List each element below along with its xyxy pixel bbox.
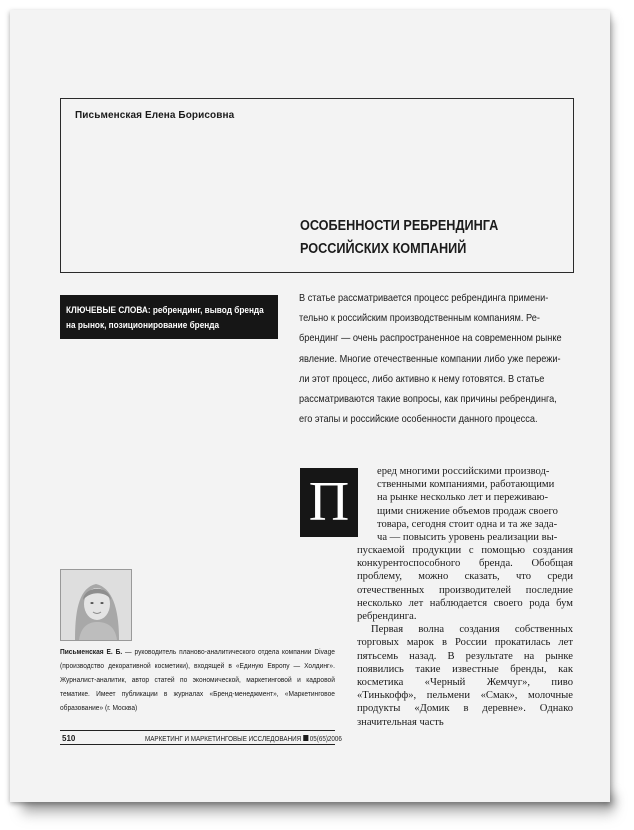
body-line: еред многими российскими производ- (377, 466, 550, 477)
abstract-line: ли этот процесс, либо активно к нему готовятся. В статье (299, 373, 545, 385)
article-title-line-2: РОССИЙСКИХ КОМПАНИЙ (300, 241, 467, 257)
drop-cap-letter: П (308, 471, 350, 533)
author-bio (60, 645, 335, 715)
document-page (10, 10, 610, 802)
journal-name: МАРКЕТИНГ И МАРКЕТИНГОВЫЕ ИССЛЕДОВАНИЯ (145, 734, 302, 743)
body-line: щими снижение объемов продаж своего (377, 505, 558, 517)
author-portrait-image (61, 570, 131, 640)
footer-rule-bottom (60, 744, 335, 745)
body-line: ственными компаниями, работающими (377, 479, 555, 491)
author-bio-text: — руководитель планово-аналитического отдела компании Divage (производство декоративной косметики), входящей в «Единую Европу — Холдинг». Журналист-аналитик, автор статей по экономической, маркетинговой и кадровой тематике. Имеет публикации в журналах «Бренд-менеджмент», «Маркетинговое образование» (г. Москва) (60, 647, 335, 712)
body-line: на рынке несколько лет и переживаю- (377, 492, 549, 504)
keywords-line-1: КЛЮЧЕВЫЕ СЛОВА: ребрендинг, вывод бренда (66, 305, 264, 316)
abstract-line: рассматриваются такие вопросы, как причины ребрендинга, (299, 394, 557, 406)
abstract-line: его этапы и российские особенности данного процесса. (299, 414, 538, 426)
journal-footer (145, 734, 342, 743)
body-line: товара, сегодня стоит одна и та же зада- (377, 518, 558, 530)
article-title (300, 215, 529, 261)
body-paragraph-2: Первая волна создания собственных торговых марок в России прокатилась лет пятьсемь назад. В результате на рынке появились такие известные бренды, как косметика «Черный Жемчуг», пиво «Тинькофф», пельмени «Смак», молочные продукты «Домик в деревне». Однако значительная часть (357, 624, 573, 728)
body-paragraph-1: пускаемой продукции с помощью создания конкурентоспособного бренда. Обобщая проблему, можно сказать, что среди отечественных производителей последние несколько лет наблюдается своего рода бум ребрендинга. (357, 545, 573, 623)
abstract (299, 289, 600, 430)
article-header-box (60, 98, 574, 273)
author-name: Письменская Елена Борисовна (75, 110, 235, 121)
square-bullet-icon (303, 735, 308, 741)
journal-issue: 05(65)2006 (309, 734, 342, 743)
abstract-line: В статье рассматривается процесс ребрендинга примени- (299, 293, 549, 304)
abstract-line: явление. Многие отечественные компании либо уже пережи- (299, 353, 561, 365)
article-title-line-1: ОСОБЕННОСТИ РЕБРЕНДИНГА (300, 218, 499, 234)
keywords-line-2: на рынок, позиционирование бренда (66, 320, 220, 331)
keywords-box (60, 295, 278, 339)
drop-cap-box (300, 468, 358, 537)
abstract-line: брендинг — очень распространенное на современном рынке (299, 333, 562, 345)
abstract-line: тельно к российским производственным компаниям. Ре- (299, 313, 540, 325)
body-line: ча — повысить уровень реализации вы- (377, 532, 558, 544)
body-text-main (357, 544, 573, 729)
page-number: 510 (62, 734, 76, 743)
keywords-text (66, 303, 272, 333)
author-photo (60, 569, 132, 641)
author-bio-name: Письменская Е. Б. (60, 647, 123, 656)
body-text-top (377, 465, 573, 544)
footer-rule-top (60, 730, 335, 731)
